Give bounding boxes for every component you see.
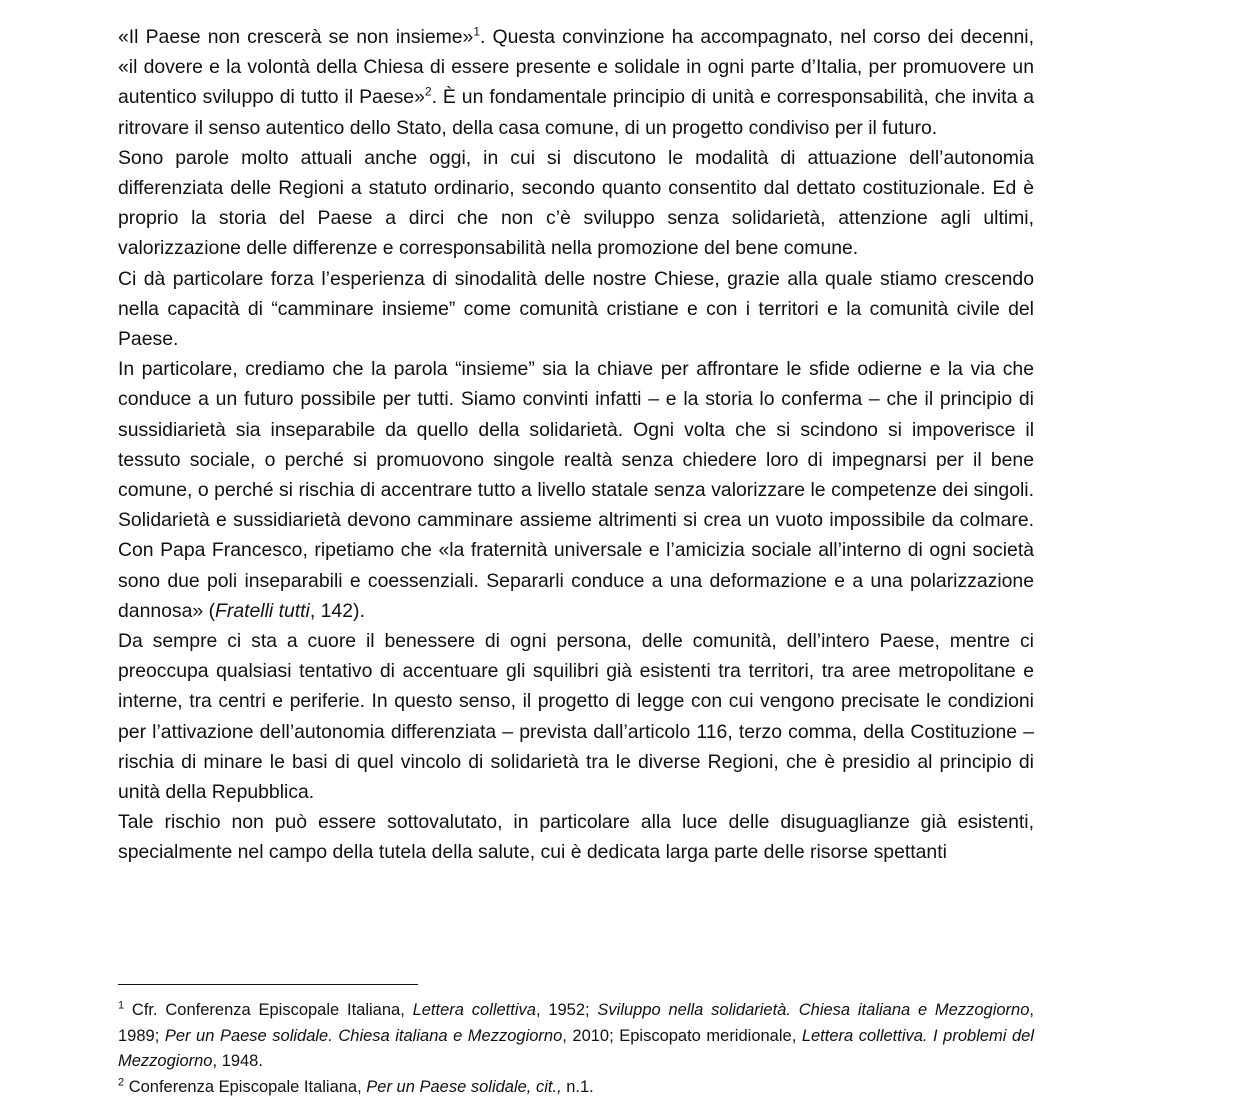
footnote-2-text-b: n.1. — [562, 1078, 594, 1096]
footnote-1-text-a: Cfr. Conferenza Episcopale Italiana, — [124, 1001, 412, 1019]
paragraph-5: Da sempre ci sta a cuore il benessere di ogni persona, delle comunità, dell’intero Paese, mentre ci preoccupa qualsiasi tentativo di accentuare gli squilibri già esistenti tra territori, tra aree metropolitane e interne, tra centri e periferie. In questo senso, il progetto di legge con cui vengono precisate le condizioni per l’attivazione dell’autonomia differenziata – prevista dall’articolo 116, terzo comma, della Costituzione – rischia di minare le basi di quel vincolo di solidarietà tra le diverse Regioni, che è presidio al principio di unità della Repubblica. — [118, 626, 1034, 807]
footnotes — [118, 998, 1034, 1100]
paragraph-4-text-b: , 142). — [310, 600, 365, 622]
footnote-1-text-c: , 1989; — [118, 1001, 1034, 1045]
citation-title: Fratelli tutti — [215, 600, 310, 622]
footnote-2 — [118, 1075, 1034, 1100]
footnote-2-title: Per un Paese solidale, — [366, 1078, 531, 1096]
paragraph-1-text-a: «Il Paese non crescerà se non insieme» — [118, 26, 473, 48]
footnote-1-text-d: , 2010; Episcopato meridionale, — [562, 1027, 802, 1045]
paragraph-1-text-b: . Questa convinzione ha accompagnato, nel corso dei decenni, «il dovere e la volontà della Chiesa di essere presente e solidale in ogni parte d’Italia, per promuovere un autentico sviluppo di tutto il Paese» — [118, 26, 1034, 108]
paragraph-2: Sono parole molto attuali anche oggi, in cui si discutono le modalità di attuazione dell’autonomia differenziata delle Regioni a statuto ordinario, secondo quanto consentito dal dettato costituzionale. Ed è proprio la storia del Paese a dirci che non c’è sviluppo senza solidarietà, attenzione agli ultimi, valorizzazione delle differenze e corresponsabilità nella promozione del bene comune. — [118, 143, 1034, 264]
body-text — [118, 22, 1034, 868]
footnote-1-text-e: , 1948. — [212, 1052, 262, 1070]
footnote-number-2: 2 — [118, 1076, 124, 1088]
document-page — [118, 22, 1034, 868]
footnote-1-title-a: Lettera collettiva — [413, 1001, 536, 1019]
footnote-ref-1[interactable]: 1 — [473, 25, 480, 39]
footnote-1-title-c: Per un Paese solidale. Chiesa italiana e Mezzogiorno — [165, 1027, 562, 1045]
footnote-2-text-a: Conferenza Episcopale Italiana, — [124, 1078, 366, 1096]
footnote-1-title-d: Lettera collettiva. I problemi del Mezzogiorno — [118, 1027, 1034, 1071]
footnote-number-1: 1 — [118, 1000, 124, 1012]
footnote-1-text-b: , 1952; — [536, 1001, 597, 1019]
footnote-separator — [118, 984, 418, 985]
paragraph-4-text-a: In particolare, crediamo che la parola “insieme” sia la chiave per affrontare le sfide odierne e la via che conduce a un futuro possibile per tutti. Siamo convinti infatti – e la storia lo conferma – che il principio di sussidiarietà sia inseparabile da quello della solidarietà. Ogni volta che si scindono si impoverisce il tessuto sociale, o perché si promuovono singole realtà senza chiedere loro di impegnarsi per il bene comune, o perché si rischia di accentrare tutto a livello statale senza valorizzare le competenze dei singoli. Solidarietà e sussidiarietà devono camminare assieme altrimenti si crea un vuoto impossibile da colmare. Con Papa Francesco, ripetiamo che «la fraternità universale e l’amicizia sociale all’interno di ogni società sono due poli inseparabili e coessenziali. Separarli conduce a una deformazione e a una polarizzazione dannosa» ( — [118, 358, 1034, 622]
paragraph-6: Tale rischio non può essere sottovalutato, in particolare alla luce delle disuguaglianze già esistenti, specialmente nel campo della tutela della salute, cui è dedicata larga parte delle risorse spettanti — [118, 807, 1034, 867]
paragraph-3: Ci dà particolare forza l’esperienza di sinodalità delle nostre Chiese, grazie alla quale stiamo crescendo nella capacità di “camminare insieme” come comunità cristiane e con i territori e la comunità civile del Paese. — [118, 264, 1034, 355]
paragraph-1 — [118, 22, 1034, 143]
paragraph-4 — [118, 354, 1034, 626]
footnote-ref-2[interactable]: 2 — [425, 85, 432, 99]
footnote-1 — [118, 998, 1034, 1075]
paragraph-1-text-c: . È un fondamentale principio di unità e corresponsabilità, che invita a ritrovare il senso autentico dello Stato, della casa comune, di un progetto condiviso per il futuro. — [118, 86, 1034, 138]
footnote-1-title-b: Sviluppo nella solidarietà. Chiesa italiana e Mezzogiorno — [597, 1001, 1029, 1019]
footnote-2-cit: cit., — [536, 1078, 562, 1096]
